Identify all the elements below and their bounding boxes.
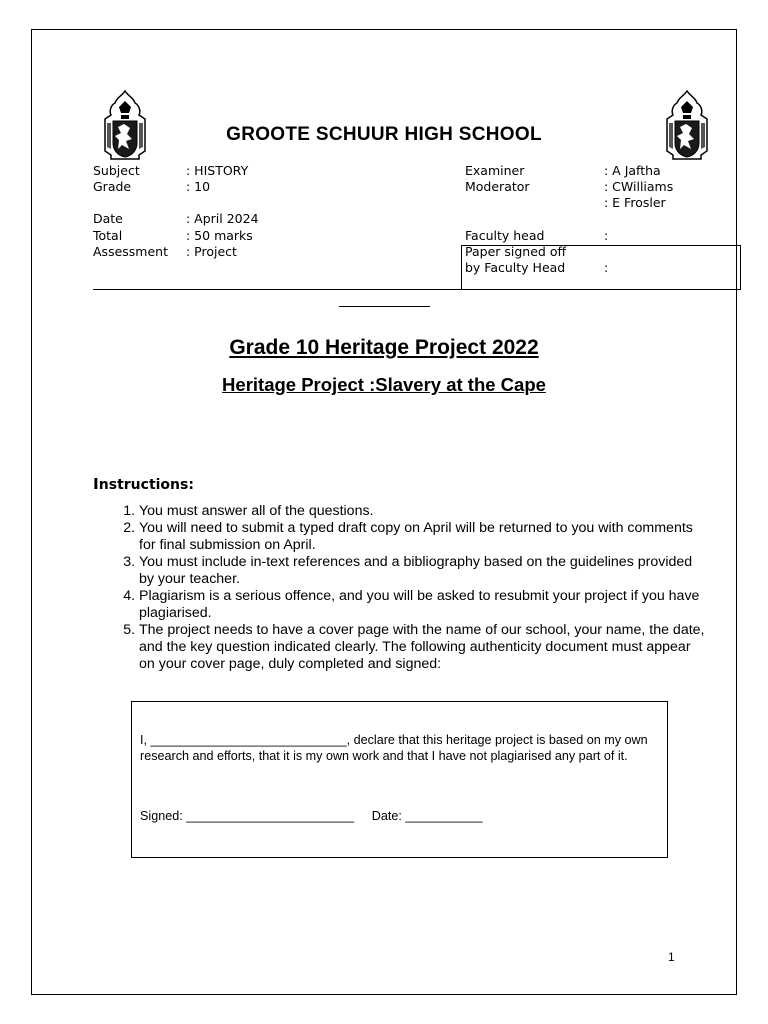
detail-total-value: : 50 marks [186, 228, 253, 243]
detail-total-label: Total [93, 228, 123, 243]
detail-faculty-head-label: Faculty head [465, 228, 545, 243]
declaration-signed-line: Signed: ________________________ Date: ___________ [140, 809, 483, 823]
detail-faculty-head-value: : [604, 228, 609, 243]
signed-off-line1: Paper signed off [465, 244, 567, 259]
list-item: 3. You must include in-text references and a bibliography based on the guidelines provided by your teacher. [139, 554, 709, 588]
detail-moderator-value: : CWilliams [604, 179, 674, 194]
declaration-statement: I, ____________________________, declare that this heritage project is based on my own research and efforts, that it is my own work and that I have not plagiarised any part of it. [140, 733, 648, 763]
signed-off-box [461, 245, 741, 290]
detail-grade-value: : 10 [186, 179, 211, 194]
detail-subject-value: : HISTORY [186, 163, 249, 178]
instructions-heading-rest: nstructions: [98, 477, 194, 493]
header-rule [93, 289, 673, 290]
instructions-list [113, 503, 709, 673]
detail-assessment-label: Assessment [93, 244, 168, 259]
page-number: 1 [668, 950, 675, 964]
list-item: 1. You must answer all of the questions. [139, 503, 709, 520]
detail-date-label: Date [93, 211, 123, 226]
detail-examiner-value: : A Jaftha [604, 163, 661, 178]
signed-off-value: : [604, 260, 609, 275]
declaration-box [131, 701, 668, 858]
list-item: 5. The project needs to have a cover page with the name of our school, your name, the date, and the key question indicated clearly. The following authenticity document must appear on your cover page, duly completed and signed: [139, 622, 709, 673]
detail-subject-label: Subject [93, 163, 140, 178]
page-subtitle: Heritage Project :Slavery at the Cape [222, 374, 546, 395]
instructions-heading-initial: I [93, 475, 99, 493]
header-rule-short [339, 306, 430, 307]
detail-moderator-value-2: : E Frosler [604, 195, 666, 210]
instructions-heading [93, 475, 194, 493]
school-name: GROOTE SCHUUR HIGH SCHOOL [226, 124, 542, 145]
list-item: 4. Plagiarism is a serious offence, and you will be asked to resubmit your project if you have plagiarised. [139, 588, 709, 622]
detail-moderator-label: Moderator [465, 179, 530, 194]
detail-date-value: : April 2024 [186, 211, 259, 226]
detail-grade-label: Grade [93, 179, 132, 194]
list-item: 2. You will need to submit a typed draft copy on April will be returned to you with comments for final submission on April. [139, 520, 709, 554]
page-title: Grade 10 Heritage Project 2022 [229, 336, 539, 359]
detail-examiner-label: Examiner [465, 163, 525, 178]
signed-off-line2: by Faculty Head [465, 260, 566, 275]
detail-assessment-value: : Project [186, 244, 237, 259]
